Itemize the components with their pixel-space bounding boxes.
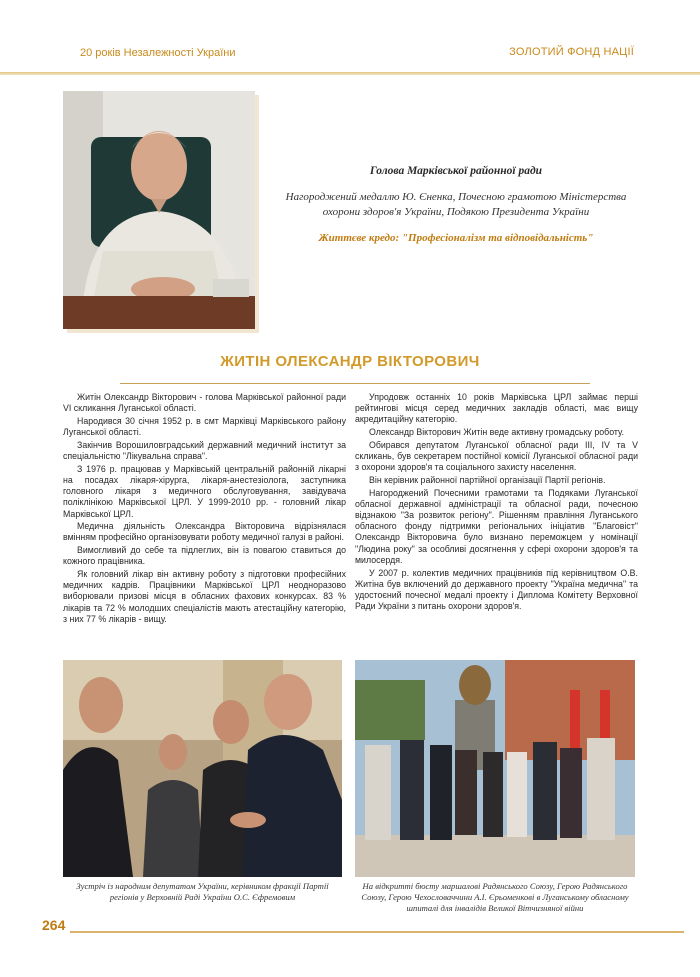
paragraph: Упродовж останніх 10 років Марківська ЦРЛ займає перші рейтингові місця серед медичних закладів області, має вищу акредитаційну категорію. (355, 392, 638, 425)
paragraph: Житін Олександр Вікторович - голова Марківської районної ради VI скликання Луганської області. (63, 392, 346, 414)
portrait-photo (63, 91, 255, 329)
paragraph: Олександр Вікторович Житін веде активну громадську роботу. (369, 427, 624, 438)
portrait-illustration (63, 91, 255, 329)
person-name-heading: ЖИТІН ОЛЕКСАНДР ВІКТОРОВИЧ (220, 353, 480, 370)
paragraph: Вимогливий до себе та підлеглих, він із повагою ставиться до кожного працівника. (63, 545, 346, 567)
paragraph: З 1976 р. працював у Марківській центральній районній лікарні на посадах лікаря-хірурга, лікаря-анестезіолога, заступника головного лікаря з медичного обслуговування, завідувача поліклінікою Марківської ЦРЛ. У 1999-2010 рр. - головний лікар Марківської ЦРЛ. (63, 463, 346, 519)
paragraph: Як головний лікар він активну роботу з підготовки професійних медичних кадрів. Працівники Марківської ЦРЛ неодноразово виборювали призові місця в обласних фахових конкурсах. 83 % лікарів та 72 % молодших спеціалістів мають атестаційну категорію, з них 77 % лікарів - вищу. (63, 569, 346, 624)
monument-photo-caption: На відкритті бюсту маршалові Радянського Союзу, Герою Радянського Союзу, Герою Чехословаччини А.І. Єрьоменкові в Луганському обласному шпиталі для інвалідів Великої Вітчизняної війни (361, 881, 629, 913)
header-section-title: 20 років Незалежності України (80, 47, 236, 59)
right-text-column (355, 392, 638, 614)
header-divider (0, 72, 700, 75)
monument-photo (355, 660, 635, 877)
meeting-photo-illustration (63, 660, 342, 877)
intro-block (270, 165, 642, 244)
meeting-photo-caption: Зустріч із народним депутатом України, керівником фракції Партії регіонів у Верховній Раді України О.С. Єфремовим (76, 881, 329, 902)
paragraph: Закінчив Ворошиловградський державний медичний інститут за спеціальністю "Лікувальна справа". (63, 439, 346, 462)
paragraph: Нагороджений Почесними грамотами та Подяками Луганської обласної державної адміністрації та обласної ради, почесною відзнакою "За розвиток регіону". Рішенням правління Луганського обласного фонду підтримки регіональних ініціатив "Благовіст" Олександр Вікторовича було визнано переможцем у номінації "Людина року" за особливі досягнення у сфері охорони здоров'я та милосердя. (355, 487, 638, 565)
awards-text: Нагороджений медаллю Ю. Єненка, Почесною грамотою Міністерства охорони здоров'я України, Подякою Президента України (285, 191, 627, 218)
page-number: 264 (42, 917, 66, 933)
name-divider (120, 383, 590, 384)
life-credo: Життєве кредо: "Професіоналізм та відповідальність" (318, 232, 594, 244)
position-title: Голова Марківської районної ради (369, 165, 543, 177)
paragraph: Народився 30 січня 1952 р. в смт Марківці Марківського району Луганської області. (63, 415, 346, 438)
left-text-column (63, 392, 346, 627)
footer-divider (70, 931, 684, 933)
header-book-title: ЗОЛОТИЙ ФОНД НАЦІЇ (509, 46, 634, 58)
paragraph: Медична діяльність Олександра Вікторовича відрізнялася вмінням професійно організовувати роботу медичної галузі в районі. (63, 521, 346, 543)
paragraph: Обирався депутатом Луганської обласної ради III, IV та V скликань, був секретарем постійної комісії Луганської обласної ради з охорони здоров'я та соціального захисту населення. (355, 439, 638, 473)
paragraph: Він керівник районної партійної організації Партії регіонів. (369, 474, 606, 485)
paragraph: У 2007 р. колектив медичних працівників під керівництвом О.В. Житіна був включений до державного проекту "Україна медична" та удостоєний почесної медалі проекту і Диплома Комітету Верховної Ради України з питань охорони здоров'я. (355, 567, 638, 612)
monument-photo-illustration (355, 660, 635, 877)
meeting-photo (63, 660, 342, 877)
